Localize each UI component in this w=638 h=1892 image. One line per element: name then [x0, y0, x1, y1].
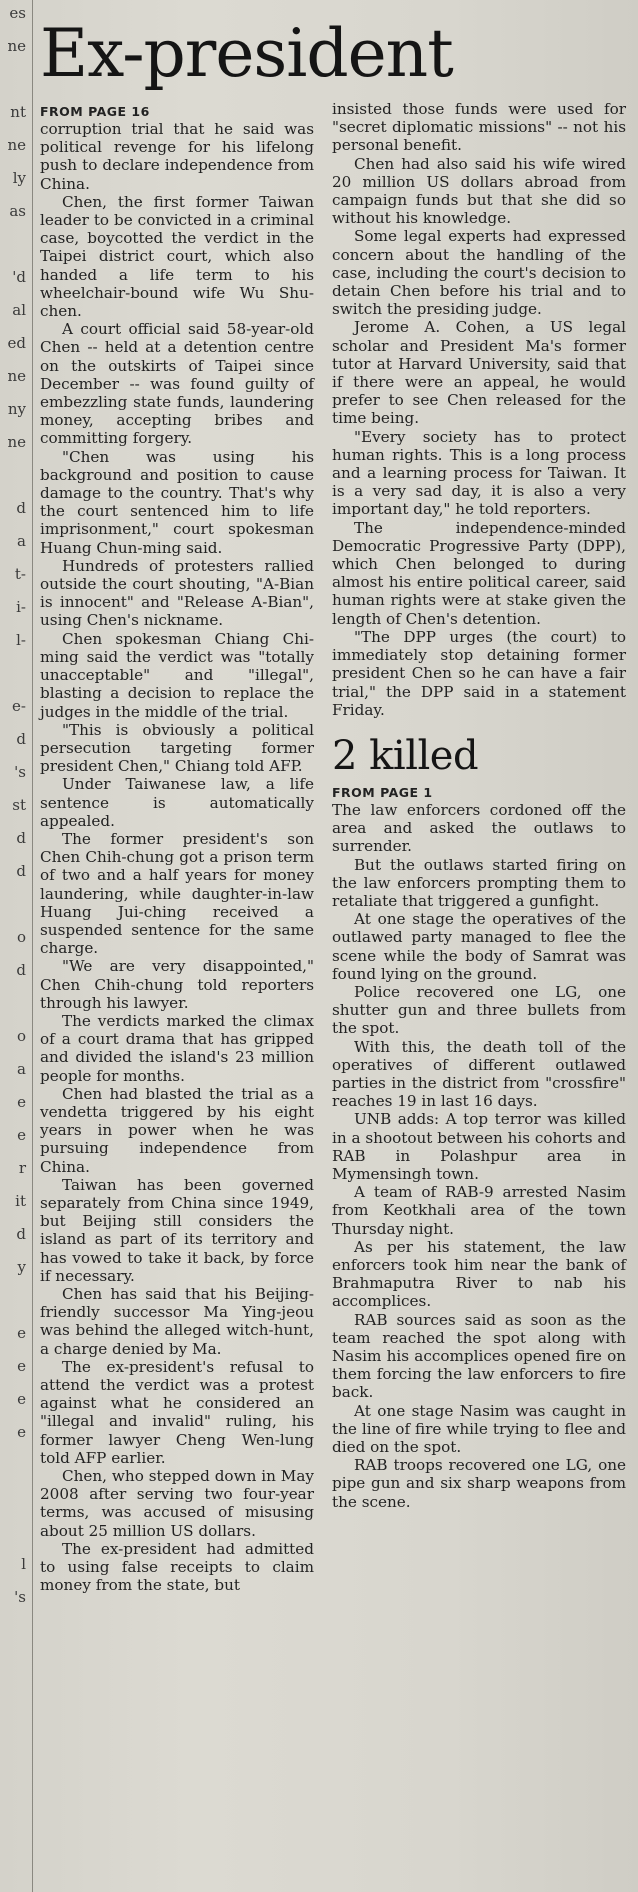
margin-fragment: e: [17, 1390, 26, 1408]
article-paragraph: The law enforcers cordoned off the area and asked the outlaws to surrender.: [332, 800, 626, 856]
article-paragraph: "This is obviously a political persecution targeting former president Chen," Chiang told AFP.: [40, 720, 314, 776]
story-headline-ex-president: Ex-president: [40, 15, 453, 92]
margin-fragment: ne: [7, 37, 26, 55]
article-paragraph: Jerome A. Cohen, a US legal scholar and President Ma's former tutor at Harvard University, said that if there were an appeal, he would prefer to see Chen released for the time being.: [332, 318, 626, 428]
margin-fragment: ne: [7, 367, 26, 385]
margin-fragment: ne: [7, 136, 26, 154]
article-paragraph: Chen had blasted the trial as a vendetta triggered by his eight years in power when he was pursuing independence from China.: [40, 1084, 314, 1176]
margin-fragment: it: [15, 1192, 26, 1210]
article-paragraph: Chen, who stepped down in May 2008 after serving two four-year terms, was accused of misusing about 25 million US dollars.: [40, 1467, 314, 1540]
margin-fragment: ny: [7, 400, 26, 418]
margin-fragment: a: [17, 1060, 26, 1078]
margin-fragment: ly: [12, 169, 26, 187]
margin-fragment: a: [17, 532, 26, 550]
margin-fragment: ed: [7, 334, 26, 352]
article-paragraph: The independence-minded Democratic Progressive Party (DPP), which Chen belonged to during almost his entire political career, said human rights were at stake given the length of Chen's detention.: [332, 518, 626, 628]
article-paragraph: Taiwan has been governed separately from China since 1949, but Beijing still considers the island as part of its territory and has vowed to take it back, by force if necessary.: [40, 1175, 314, 1285]
margin-fragment: y: [17, 1258, 26, 1276]
margin-fragment: e: [17, 1093, 26, 1111]
margin-fragment: e: [17, 1324, 26, 1342]
margin-fragment: d: [16, 1225, 26, 1243]
article-paragraph: The ex-president had admitted to using false receipts to claim money from the state, but: [40, 1539, 314, 1595]
story1-column-2: [332, 100, 626, 1511]
article-paragraph: Chen spokesman Chiang Chi-ming said the verdict was "totally unacceptable" and "illegal", blasting a decision to replace the judges in the middle of the trial.: [40, 629, 314, 721]
margin-fragment: d: [16, 829, 26, 847]
from-page-label-2: FROM PAGE 1: [332, 784, 433, 800]
article-paragraph: At one stage the operatives of the outlawed party managed to flee the scene while the body of Samrat was found lying on the ground.: [332, 910, 626, 983]
margin-fragment: e: [17, 1423, 26, 1441]
story-headline-2-killed: 2 killed: [332, 732, 479, 779]
article-paragraph: Some legal experts had expressed concern about the handling of the case, including the court's decision to detain Chen before his trial and to switch the presiding judge.: [332, 227, 626, 319]
margin-fragment: 'd: [12, 268, 26, 286]
margin-fragment: t-: [14, 565, 26, 583]
article-paragraph: RAB sources said as soon as the team reached the spot along with Nasim his accomplices opened fire on them forcing the law enforcers to fire back.: [332, 1310, 626, 1402]
article-paragraph: A court official said 58-year-old Chen -- held at a detention centre on the outskirts of Taipei since December -- was found guilty of embezzling state funds, laundering money, accepting bribes and committing forgery.: [40, 320, 314, 448]
article-paragraph: insisted those funds were used for "secret diplomatic missions" -- not his personal benefit.: [332, 100, 626, 155]
margin-fragment: e-: [12, 697, 26, 715]
article-paragraph: Chen has said that his Beijing-friendly successor Ma Ying-jeou was behind the alleged witch-hunt, a charge denied by Ma.: [40, 1285, 314, 1358]
article-paragraph: A team of RAB-9 arrested Nasim from Keotkhali area of the town Thursday night.: [332, 1183, 626, 1238]
margin-fragment: al: [12, 301, 26, 319]
article-paragraph: Hundreds of protesters rallied outside the court shouting, "A-Bian is innocent" and "Release A-Bian", using Chen's nickname.: [40, 556, 314, 630]
article-paragraph: "The DPP urges (the court) to immediately stop detaining former president Chen so he can have a fair trial," the DPP said in a statement Friday.: [332, 627, 626, 719]
margin-fragment: e: [17, 1126, 26, 1144]
margin-fragment: 's: [14, 763, 26, 781]
margin-fragment: d: [16, 961, 26, 979]
story1-column-1: [40, 104, 314, 1594]
from-page-label: FROM PAGE 16: [40, 104, 150, 119]
article-paragraph: But the outlaws started firing on the law enforcers prompting them to retaliate that triggered a gunfight.: [332, 855, 626, 910]
article-paragraph: The former president's son Chen Chih-chung got a prison term of two and a half years for money laundering, while daughter-in-law Huang Jui-ching received a suspended sentence for the same charge.: [40, 829, 314, 958]
margin-fragment: d: [16, 730, 26, 748]
margin-fragment: i-: [16, 598, 26, 616]
margin-fragment: d: [16, 499, 26, 517]
column-rule: [32, 0, 33, 1892]
margin-fragment: o: [16, 1027, 26, 1045]
article-paragraph: Chen had also said his wife wired 20 million US dollars abroad from campaign funds but that she did so without his knowledge.: [332, 154, 626, 228]
margin-fragment: as: [9, 202, 26, 220]
article-paragraph: With this, the death toll of the operatives of different outlawed parties in the district from "crossfire" reaches 19 in last 16 days.: [332, 1037, 626, 1111]
article-paragraph: As per his statement, the law enforcers took him near the bank of Brahmaputra River to nab his accomplices.: [332, 1237, 626, 1311]
article-paragraph: Chen, the first former Taiwan leader to be convicted in a criminal case, boycotted the verdict in the Taipei district court, which also handed a life term to his wheelchair-bound wife Wu Shu-chen.: [40, 192, 314, 321]
article-paragraph: "Chen was using his background and position to cause damage to the country. That's why the court sentenced him to life imprisonment," court spokesman Huang Chun-ming said.: [40, 447, 314, 557]
article-paragraph: The verdicts marked the climax of a court drama that has gripped and divided the island's 23 million people for months.: [40, 1011, 314, 1085]
margin-fragment: ne: [7, 433, 26, 451]
adjacent-column-fragments: [0, 0, 30, 1892]
article-paragraph: "We are very disappointed," Chen Chih-chung told reporters through his lawyer.: [40, 957, 314, 1012]
article-paragraph: RAB troops recovered one LG, one pipe gun and six sharp weapons from the scene.: [332, 1456, 626, 1511]
margin-fragment: nt: [10, 103, 26, 121]
article-paragraph: The ex-president's refusal to attend the verdict was a protest against what he considered an "illegal and invalid" ruling, his former lawyer Cheng Wen-lung told AFP earlier.: [40, 1357, 314, 1467]
article-paragraph: Police recovered one LG, one shutter gun and three bullets from the spot.: [332, 982, 626, 1038]
margin-fragment: o: [16, 928, 26, 946]
margin-fragment: l-: [16, 631, 26, 649]
margin-fragment: d: [16, 862, 26, 880]
article-paragraph: At one stage Nasim was caught in the line of fire while trying to flee and died on the spot.: [332, 1401, 626, 1457]
margin-fragment: es: [9, 4, 26, 22]
article-paragraph: Under Taiwanese law, a life sentence is automatically appealed.: [40, 775, 314, 830]
margin-fragment: 's: [14, 1588, 26, 1606]
margin-fragment: st: [12, 796, 26, 814]
margin-fragment: r: [18, 1159, 26, 1177]
article-paragraph: "Every society has to protect human rights. This is a long process and a learning process for Taiwan. It is a very sad day, it is also a very important day," he told reporters.: [332, 427, 626, 519]
article-paragraph: corruption trial that he said was political revenge for his lifelong push to declare independence from China.: [40, 120, 314, 193]
margin-fragment: l: [21, 1555, 26, 1573]
margin-fragment: e: [17, 1357, 26, 1375]
article-paragraph: UNB adds: A top terror was killed in a shootout between his cohorts and RAB in Polashpur area in Mymensingh town.: [332, 1110, 626, 1183]
